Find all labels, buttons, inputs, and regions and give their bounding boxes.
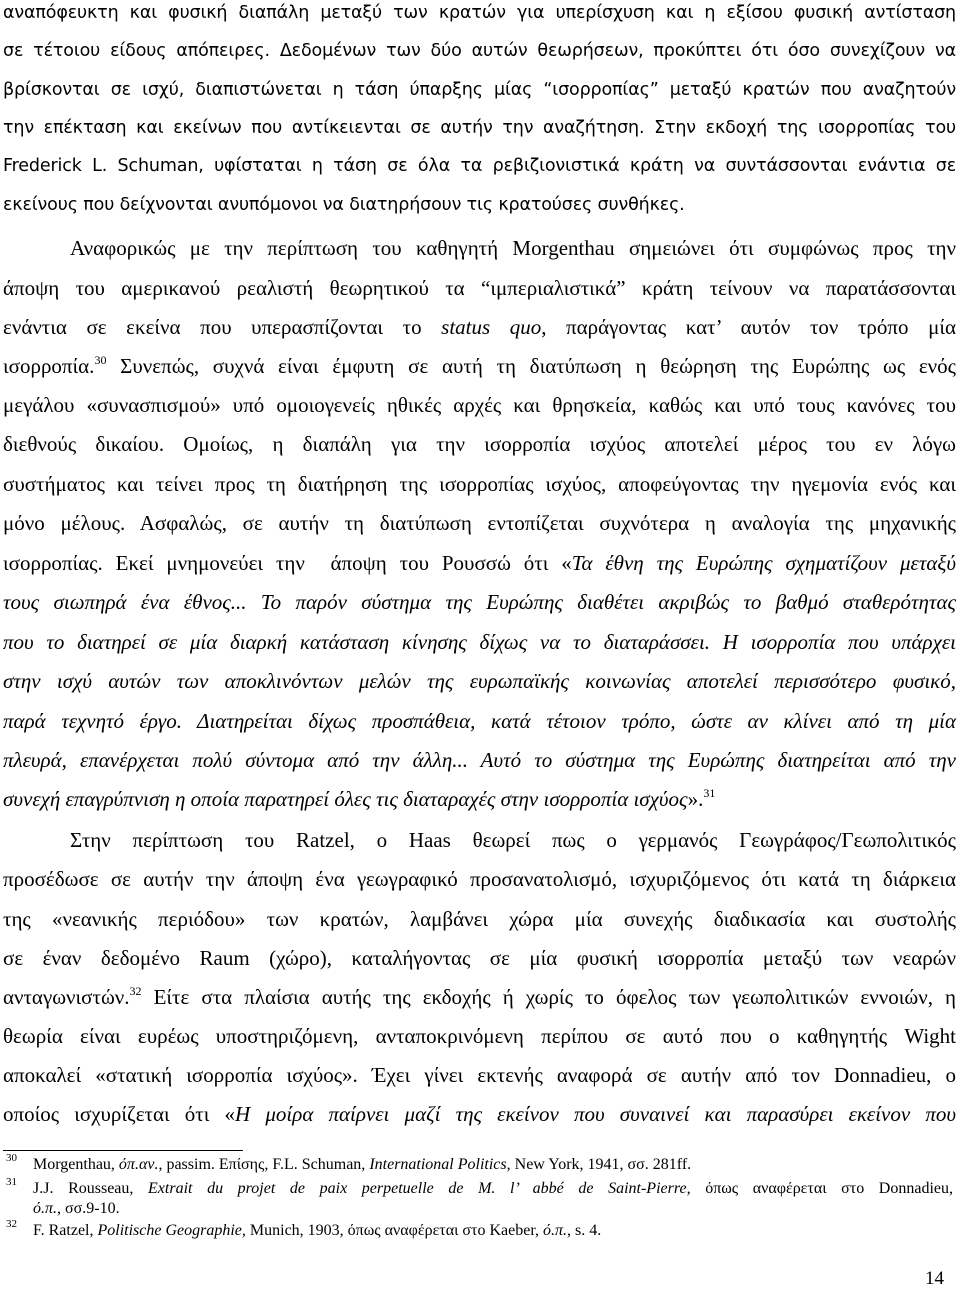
text-line: [3, 472, 956, 497]
text-run: βρίσκονται σε ισχύ, διαπιστώνεται η τάση ύπαρξης μίας “ισορροπίας” μεταξύ κρατών που αναζητούν: [3, 80, 956, 100]
text-line: [3, 669, 956, 694]
text-run: θεωρία είναι ευρέως υποστηριζόμενη, ανταποκρινόμενη περίπου σε αυτό που ο καθηγητής Wight: [3, 1024, 956, 1048]
italic-text: πλευρά, επανέρχεται πολύ σύντομα από την άλλη... Αυτό το σύστημα της Ευρώπης διατηρείται από την: [3, 748, 956, 772]
italic-text: όπ.αν.: [118, 1156, 159, 1173]
footnote-separator: [3, 1150, 243, 1151]
text-line: [3, 946, 956, 971]
text-line: [3, 709, 956, 734]
text-run: , παράγοντας κατ’ αυτόν τον τρόπο μία: [541, 315, 956, 339]
text-run: εκείνους που δείχνονται ανυπόμονοι να διατηρήσουν τις κρατούσες συνθήκες.: [3, 195, 685, 215]
text-run: οποίος ισχυρίζεται ότι «: [3, 1102, 236, 1126]
text-line: [3, 551, 956, 576]
text-line: [3, 393, 956, 418]
text-run: J.J. Rousseau,: [33, 1180, 149, 1197]
text-run: F. Ratzel,: [33, 1222, 98, 1239]
text-run: Frederick L. Schuman, υφίσταται η τάση σε όλα τα ρεβιζιονιστικά κράτη να συντάσσονται ενάντια σε: [3, 156, 956, 176]
text-run: Morgenthau,: [33, 1156, 119, 1173]
page-number: 14: [925, 1268, 944, 1289]
text-run: μεγάλου «συνασπισμού» υπό ομοιογενείς ηθικές αρχές και θρησκεία, καθώς και υπό τους κανόνες του: [3, 393, 956, 417]
footnote-number: 32: [6, 1218, 17, 1230]
footnote-number: 30: [6, 1152, 17, 1164]
text-line: [3, 828, 956, 853]
text-run: , σσ.9-10.: [57, 1200, 120, 1217]
text-run: , passim. Επίσης, F.L. Schuman,: [158, 1156, 370, 1173]
italic-text: Extrait du projet de paix perpetuelle de M. l’ abbé de Saint-Pierre,: [148, 1180, 691, 1197]
text-line: [3, 195, 956, 215]
footnote-text: [33, 1222, 953, 1240]
text-run: ισορροπίας. Εκεί μνημονεύει την άποψη του Ρουσσώ ότι «: [3, 551, 572, 575]
text-run: ανταγωνιστών.: [3, 985, 130, 1009]
text-run: όπως αναφέρεται στο Donnadieu,: [690, 1180, 954, 1197]
italic-text: που το διατηρεί σε μία διαρκή κατάσταση κίνησης δίχως να το διαταράσσει. Η ισορροπία που υπάρχει: [3, 630, 956, 654]
italic-text: Τα έθνη της Ευρώπης σχηματίζουν μεταξύ: [571, 551, 956, 575]
text-line: [3, 276, 956, 301]
text-line: [3, 907, 956, 932]
text-line: [3, 1063, 956, 1088]
text-line: [3, 432, 956, 457]
text-line: [3, 1102, 956, 1127]
text-run: Αναφορικώς με την περίπτωση του καθηγητή Morgenthau σημειώνει ότι συμφώνως προς την: [70, 236, 956, 260]
footnote-ref: 31: [703, 786, 716, 800]
text-line: [3, 630, 956, 655]
text-run: προσέδωσε σε αυτήν την άποψη ένα γεωγραφικό προσανατολισμό, ισχυριζόμενος ότι κατά τη διάρκεια: [3, 867, 956, 891]
text-run: Είτε στα πλαίσια αυτής της εκδοχής ή χωρίς το όφελος των γεωπολιτικών εννοιών, η: [141, 985, 956, 1009]
text-line: [3, 3, 956, 23]
text-run: ισορροπία.: [3, 354, 95, 378]
text-run: συστήματος και τείνει προς τη διατήρηση της ισορροπίας ισχύος, αποφεύγοντας την ηγεμονία ενός και: [3, 472, 956, 496]
italic-text: στην ισχύ αυτών των αποκλινόντων μελών της ευρωπαϊκής κοινωνίας αποτελεί περισσότερο φυσικό,: [3, 669, 956, 693]
text-line: [3, 1024, 956, 1049]
text-line: [3, 118, 956, 138]
italic-text: Politische Geographie,: [97, 1222, 246, 1239]
footnote-text-continued: [33, 1200, 120, 1218]
italic-text: status quo: [441, 315, 542, 339]
text-line: [3, 867, 956, 892]
text-run: αναπόφευκτη και φυσική διαπάλη μεταξύ των κρατών για υπερίσχυση και η εξίσου φυσική αντίσταση: [3, 3, 956, 23]
footnote-text: [33, 1180, 953, 1198]
footnote-ref: 30: [94, 353, 107, 367]
text-run: της «νεανικής περιόδου» των κρατών, λαμβάνει χώρα μία συνεχής διαδικασία και συστολής: [3, 907, 956, 931]
footnote-number: 31: [6, 1176, 17, 1188]
italic-text: τους σιωπηρά ένα έθνος... Το παρόν σύστημα της Ευρώπης διαθέτει ακριβώς το βαθμό σταθερότητας: [3, 590, 956, 614]
text-run: ».: [687, 787, 704, 811]
text-run: Στην περίπτωση του Ratzel, ο Haas θεωρεί πως ο γερμανός Γεωγράφος/Γεωπολιτικός: [70, 828, 956, 852]
italic-text: ό.π.: [543, 1222, 568, 1239]
italic-text: Η μοίρα παίρνει μαζί της εκείνον που συναινεί και παρασύρει εκείνον που: [235, 1102, 956, 1126]
text-line: [3, 787, 956, 812]
text-run: , s. 4.: [567, 1222, 602, 1239]
text-line: [3, 236, 956, 261]
italic-text: συνεχή επαγρύπνιση η οποία παρατηρεί όλες τις διαταραχές στην ισορροπία ισχύος: [3, 787, 688, 811]
text-line: [3, 511, 956, 536]
text-run: Συνεπώς, συχνά είναι έμφυτη σε αυτή τη διατύπωση η θεώρηση της Ευρώπης ως ενός: [106, 354, 956, 378]
text-line: [3, 156, 956, 176]
text-run: διεθνούς δικαίου. Ομοίως, η διαπάλη για την ισορροπία ισχύος αποτελεί μέρος του εν λόγω: [3, 432, 956, 456]
footnote-text: [33, 1156, 953, 1174]
text-run: , New York, 1941, σσ. 281ff.: [506, 1156, 692, 1173]
text-line: [3, 985, 956, 1010]
text-run: άποψη του αμερικανού ρεαλιστή θεωρητικού τα “ιμπεριαλιστικά” κράτη τείνουν να παρατάσσονται: [3, 276, 956, 300]
text-line: [3, 354, 956, 379]
text-run: σε έναν δεδομένο Raum (χώρο), καταλήγοντας σε μία φυσική ισορροπία μεταξύ των νεαρών: [3, 946, 956, 970]
text-run: Munich, 1903, όπως αναφέρεται στο Kaeber,: [245, 1222, 543, 1239]
text-run: μόνο μέλους. Ασφαλώς, σε αυτήν τη διατύπωση εντοπίζεται συχνότερα η αναλογία της μηχανικής: [3, 511, 956, 535]
footnote-ref: 32: [129, 984, 142, 998]
text-line: [3, 41, 956, 61]
text-run: ενάντια σε εκείνα που υπερασπίζονται το: [3, 315, 442, 339]
text-line: [3, 748, 956, 773]
text-line: [3, 590, 956, 615]
text-run: σε τέτοιου είδους απόπειρες. Δεδομένων των δύο αυτών θεωρήσεων, προκύπτει ότι όσο συνεχίζουν να: [3, 41, 956, 61]
text-run: αποκαλεί «στατική ισορροπία ισχύος». Έχει γίνει εκτενής αναφορά σε αυτήν από τον Donnadieu, ο: [3, 1063, 956, 1087]
italic-text: παρά τεχνητό έργο. Διατηρείται δίχως προσπάθεια, κατά τέτοιον τρόπο, ώστε αν κλίνει από τη μία: [3, 709, 956, 733]
italic-text: ό.π.: [33, 1200, 58, 1217]
text-run: την επέκταση και εκείνων που αντίκειενται σε αυτήν την αναζήτηση. Στην εκδοχή της ισορροπίας του: [3, 118, 956, 138]
text-line: [3, 315, 956, 340]
italic-text: International Politics: [369, 1156, 507, 1173]
text-line: [3, 80, 956, 100]
